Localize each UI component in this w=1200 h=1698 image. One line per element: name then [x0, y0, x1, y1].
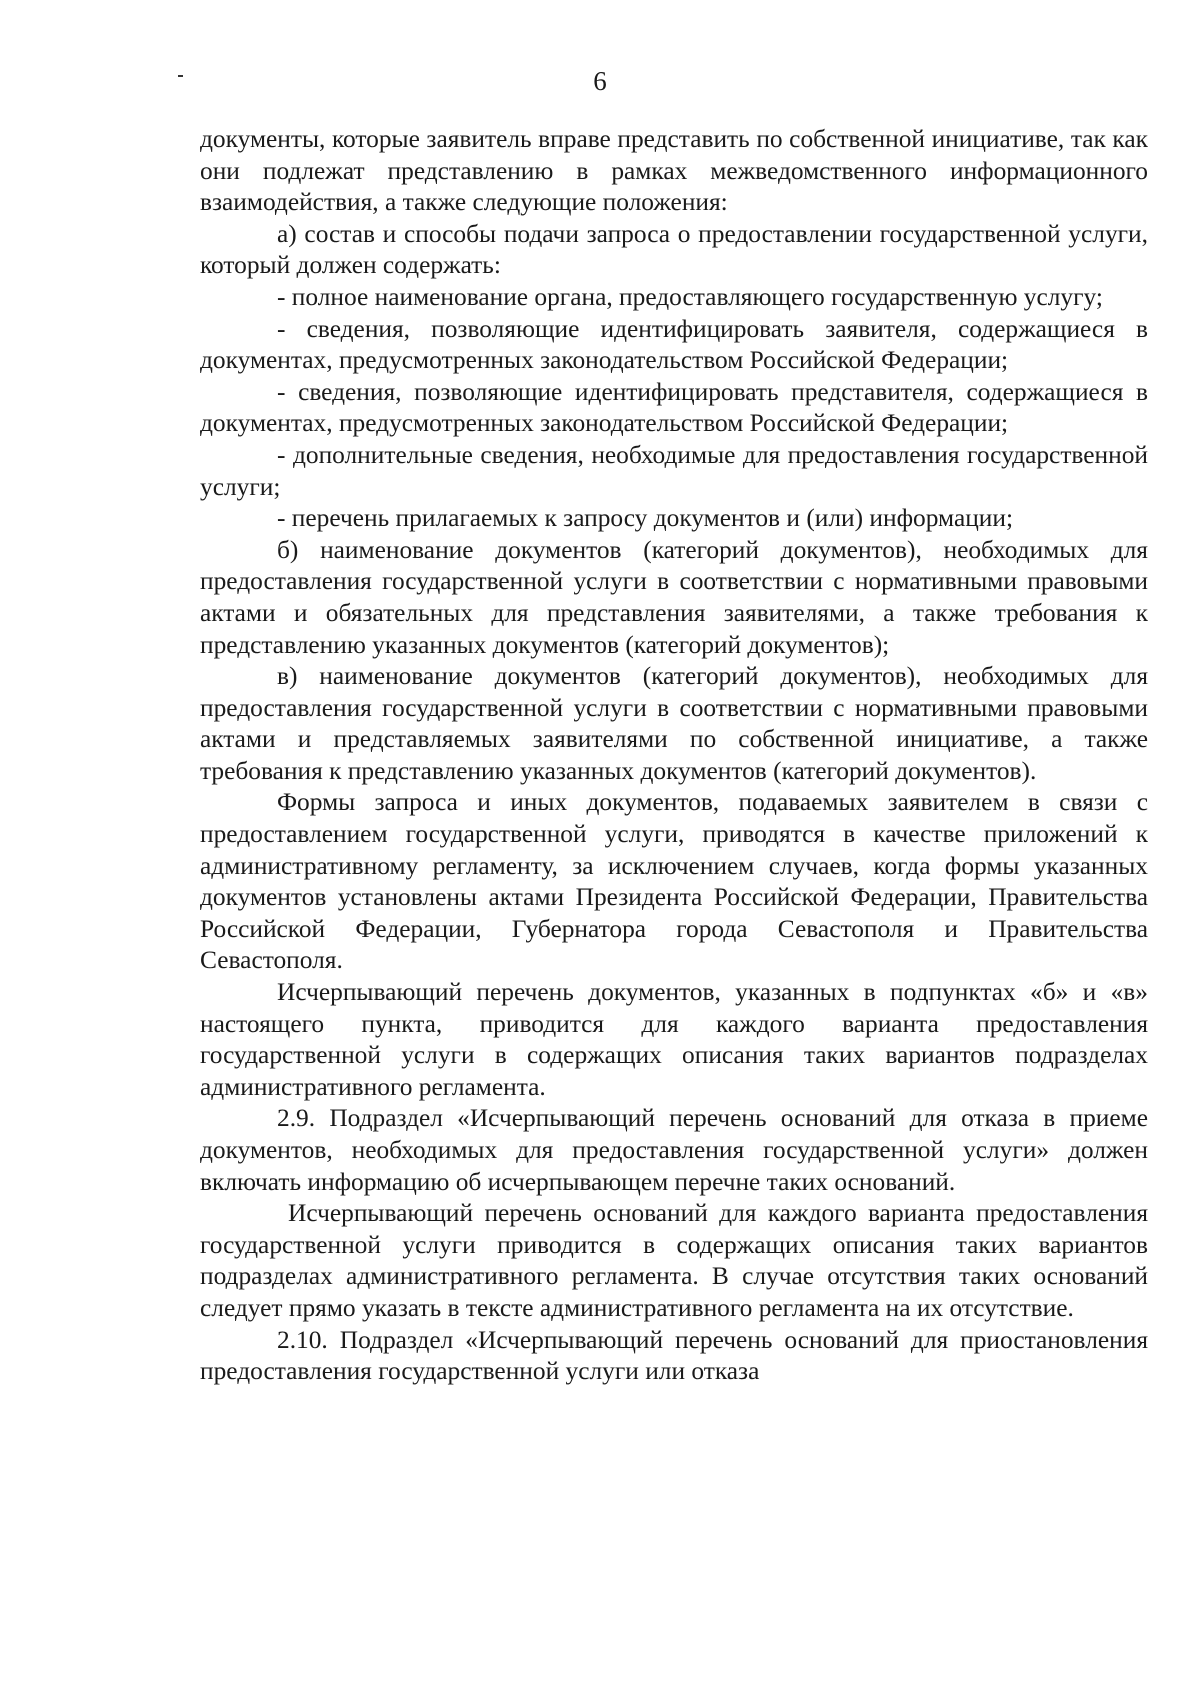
- paragraph-item-a: а) состав и способы подачи запроса о предоставлении государственной услуги, который должен содержать:: [200, 219, 1148, 280]
- paragraph-grounds: Исчерпывающий перечень оснований для каждого варианта предоставления государственной услуги приводится в содержащих описания таких вариантов подразделах административного регламента. В случае отсутствия таких оснований следует прямо указать в тексте административного регламента на их отсутствие.: [200, 1199, 1148, 1322]
- paragraph-section-2-9: 2.9. Подраздел «Исчерпывающий перечень оснований для отказа в приеме документов, необходимых для предоставления государственной услуги» должен включать информацию об исчерпывающем перечне таких оснований.: [200, 1104, 1148, 1196]
- paragraph-exhaustive-list: Исчерпывающий перечень документов, указанных в подпунктах «б» и «в» настоящего пункта, приводится для каждого варианта предоставления государственной услуги в содержащих описания таких вариантов подразделах административного регламента.: [200, 978, 1148, 1101]
- paragraph-item-b: б) наименование документов (категорий документов), необходимых для предоставления государственной услуги в соответствии с нормативными правовыми актами и обязательных для представления заявителями, а также требования к представлению указанных документов (категорий документов);: [200, 535, 1148, 659]
- paragraph-section-2-10: 2.10. Подраздел «Исчерпывающий перечень оснований для приостановления предоставления государственной услуги или отказа: [200, 1325, 1148, 1386]
- paragraph-continuation: документы, которые заявитель вправе представить по собственной инициативе, так как они подлежат представлению в рамках межведомственного информационного взаимодействия, а также следующие положения:: [200, 125, 1148, 217]
- page-number: 6: [593, 66, 607, 96]
- paragraph-forms: Формы запроса и иных документов, подаваемых заявителем в связи с предоставлением государственной услуги, приводятся в качестве приложений к административному регламенту, за исключением случаев, когда формы указанных документов установлены актами Президента Российской Федерации, Правительства Российской Федерации, Губернатора города Севастополя и Правительства Севастополя.: [200, 788, 1148, 975]
- paragraph-item-v: в) наименование документов (категорий документов), необходимых для предоставления государственной услуги в соответствии с нормативными правовыми актами и представляемых заявителями по собственной инициативе, а также требования к представлению указанных документов (категорий документов).: [200, 662, 1148, 785]
- paragraph-bullet: - сведения, позволяющие идентифицировать представителя, содержащиеся в документах, предусмотренных законодательством Российской Федерации;: [200, 377, 1148, 438]
- page-body: [200, 124, 1148, 1388]
- paragraph-bullet: - дополнительные сведения, необходимые для предоставления государственной услуги;: [200, 440, 1148, 501]
- paragraph-bullet: - сведения, позволяющие идентифицировать заявителя, содержащиеся в документах, предусмотренных законодательством Российской Федерации;: [200, 314, 1148, 375]
- paragraph-bullet: - полное наименование органа, предоставляющего государственную услугу;: [277, 282, 1103, 311]
- paragraph-bullet: - перечень прилагаемых к запросу документов и (или) информации;: [277, 504, 1014, 533]
